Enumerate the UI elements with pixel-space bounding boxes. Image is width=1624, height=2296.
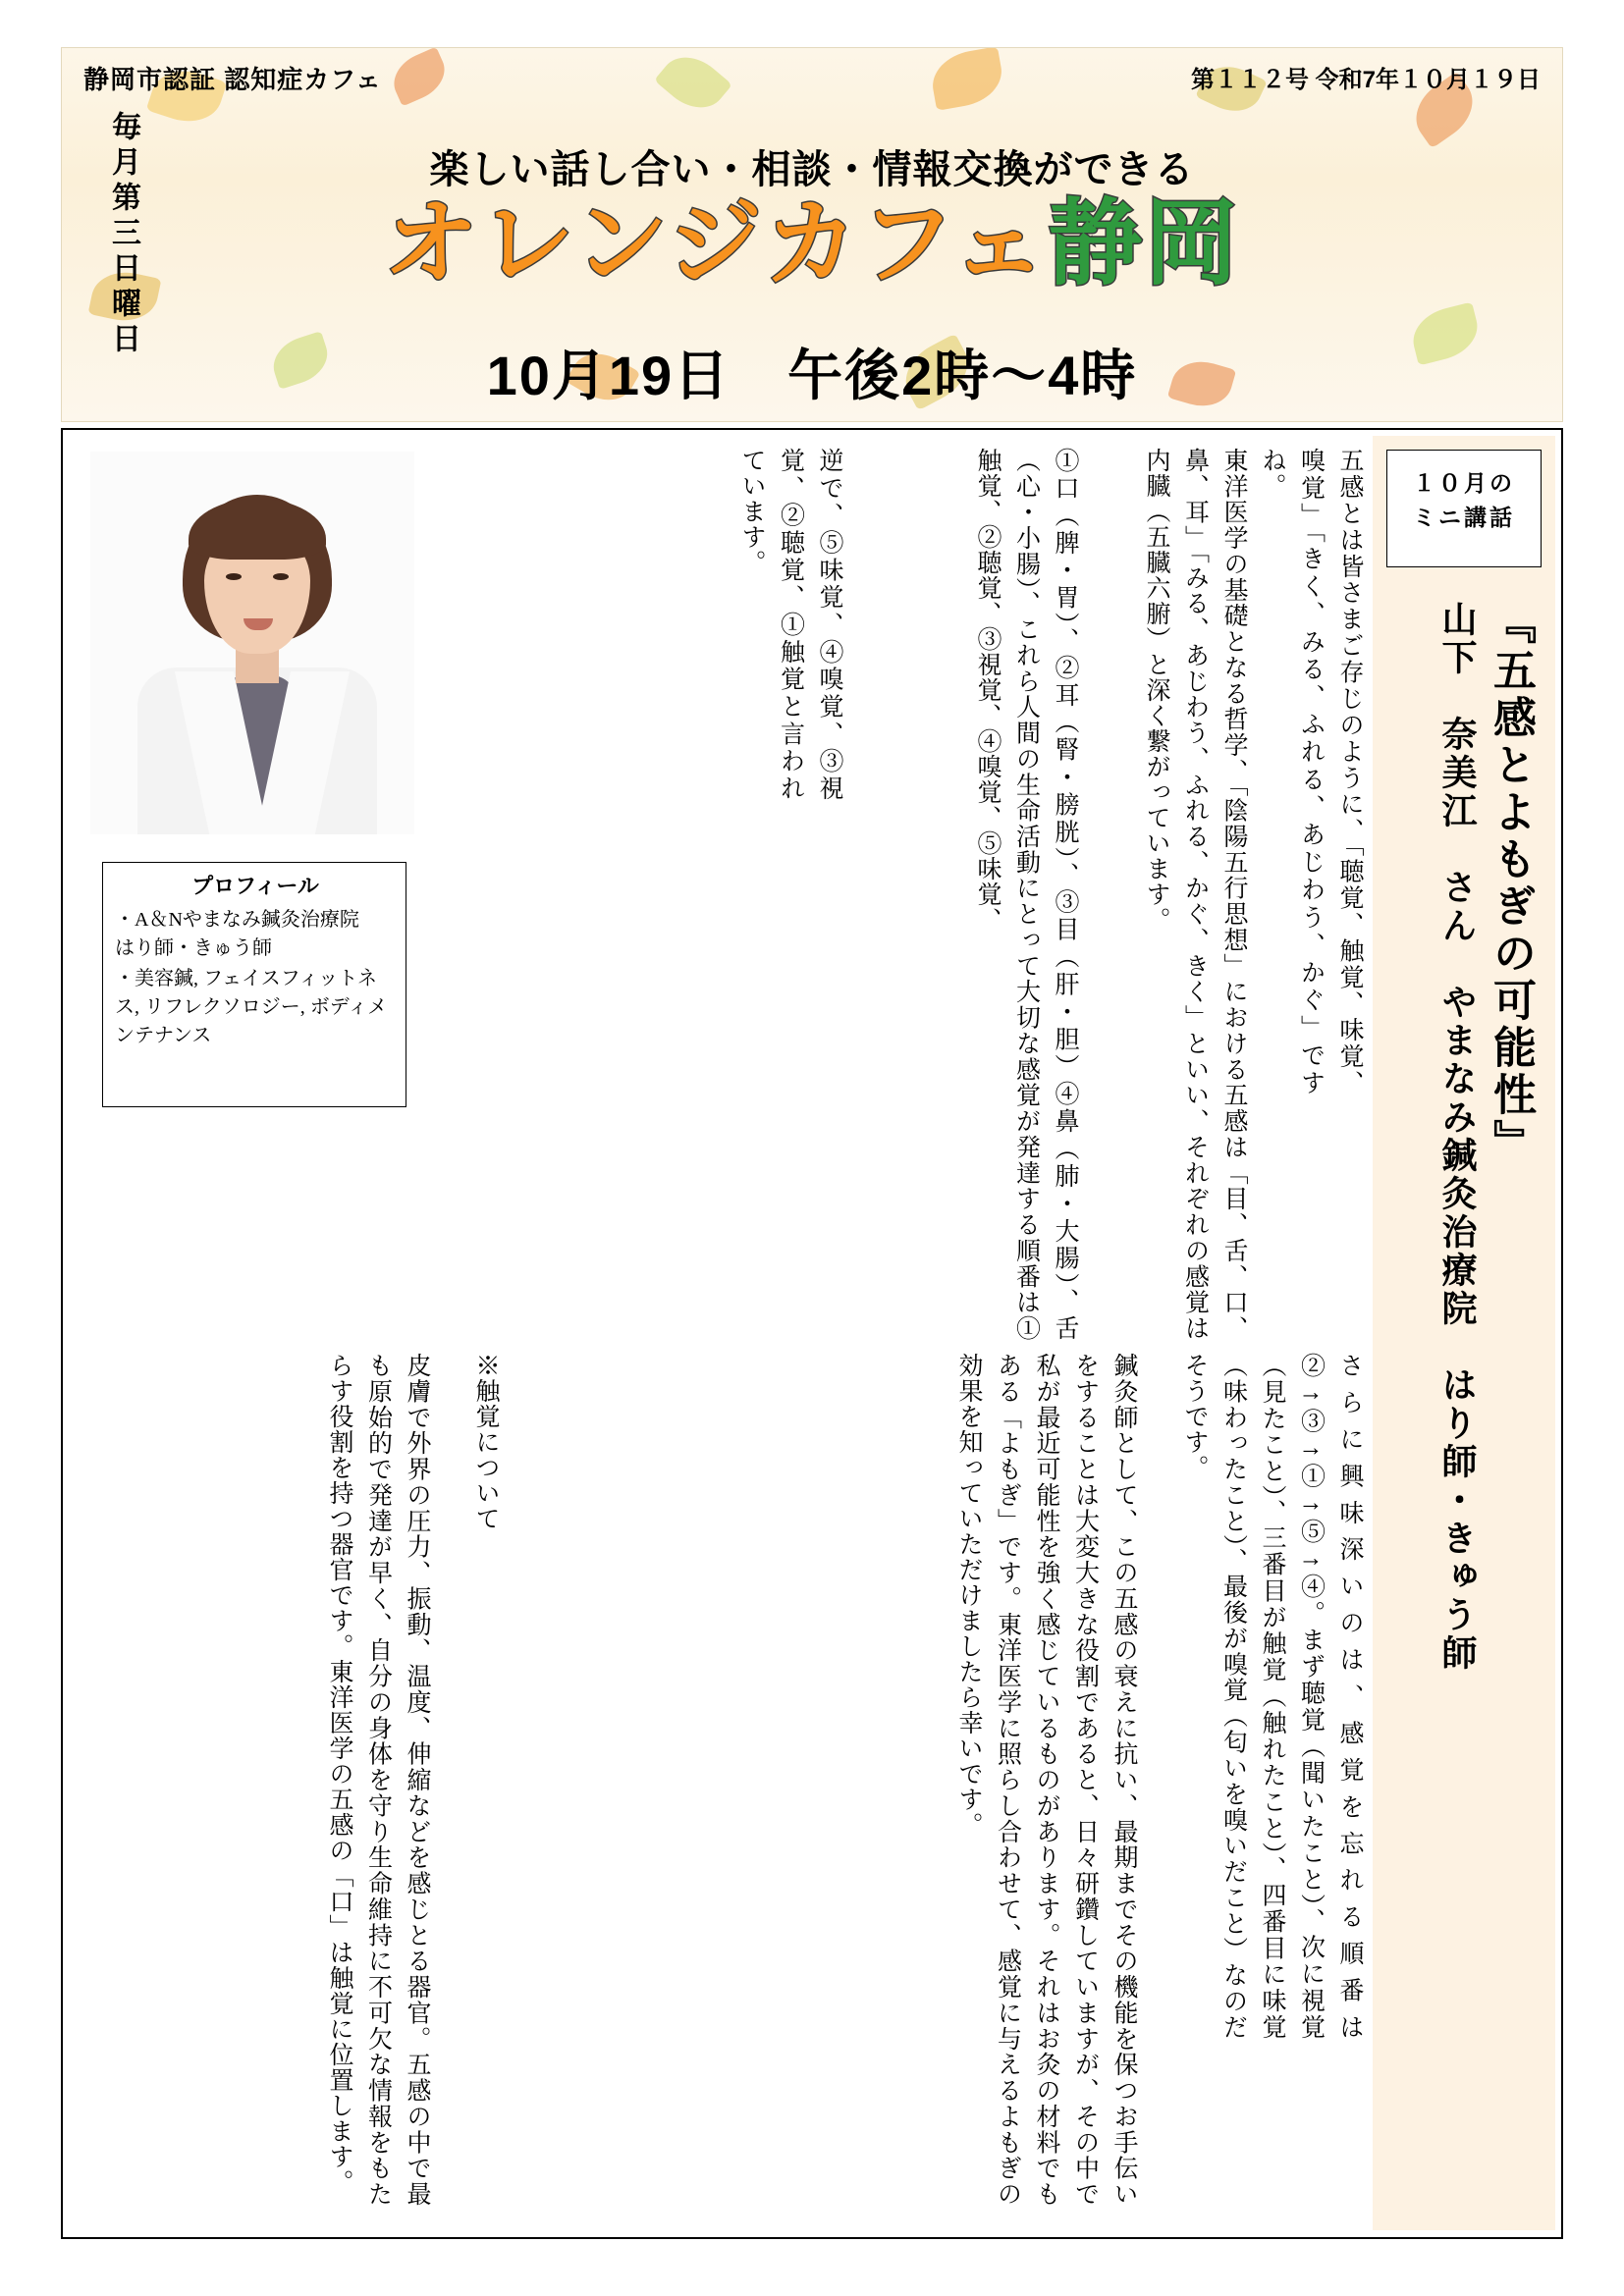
header-banner <box>61 47 1563 422</box>
article-column-4: 逆で、⑤味覚、④嗅覚、③視覚、②聴覚、①触覚と言われています。 <box>738 448 842 801</box>
content-frame <box>61 428 1563 2239</box>
photo-eye-left <box>226 573 242 580</box>
photo-eye-right <box>273 573 289 580</box>
mini-talk-label <box>1386 450 1542 567</box>
article-column-8: 皮膚で外界の圧力、振動、温度、伸縮などを感じとる器官。五感の中で最も原始的で発達が早く、自分の身体を守り生命維持に不可欠な情報をもたらす役割を持つ器官です。東洋医学の五感の「口」は触覚に位置します。 <box>326 1353 430 2207</box>
schedule-vertical-label: 毎月第三日曜日 <box>107 111 139 358</box>
profile-line-1: ・A＆Nやまなみ鍼灸治療院 はり師・きゅう師 <box>115 908 379 959</box>
leaf-icon <box>654 47 732 121</box>
leaf-icon <box>928 47 1006 111</box>
profile-line-2: ・美容鍼, フェイスフィットネス, リフレクソロジー, ボディメンテナンス <box>115 967 388 1046</box>
talk-title: 『五感とよもぎの可能性』 <box>1487 601 1535 1166</box>
article-column-6: 鍼灸師として、この五感の衰えに抗い、最期までその機能を保つお手伝いをすることは大変大きな役割であると、日々研鑽していますが、その中で私が最近可能性を強く感じているものがあります。それはお灸の材料でもある「よもぎ」です。東洋医学に照らし合わせて、感覚に与えるよもぎの効果を知っていただけましたら幸いです。 <box>955 1353 1137 2207</box>
page-title <box>62 191 1562 296</box>
leaf-icon <box>386 47 453 106</box>
title-orange-part: オレンジカフェ <box>383 191 1049 296</box>
article-column-3: ①口（脾・胃）、②耳（腎・膀胱）、③目（肝・胆）④鼻（肺・大腸）、舌（心・小腸）、これら人間の生命活動にとって大切な感覚が発達する順番は①触覚、②聴覚、③視覚、④嗅覚、⑤味覚、 <box>974 448 1078 1341</box>
article-column-7: ※触覚について <box>472 1353 499 1531</box>
article-column-2: 東洋医学の基礎となる哲学、「陰陽五行思想」における五感は「目、舌、口、鼻、耳」「みる、あじわう、ふれる、かぐ、きく」といい、それぞれの感覚は内臓（五臓六腑）と深く繋がっています。 <box>1143 448 1247 1341</box>
profile-title: プロフィール <box>191 874 319 898</box>
speaker-name: 山下 奈美江 さん やまなみ鍼灸治療院 はり師・きゅう師 <box>1437 601 1478 1673</box>
article-upper <box>456 448 1369 1351</box>
profile-box <box>102 862 406 1107</box>
mini-talk-label-line2: ミニ講話 <box>1413 504 1515 530</box>
article-column-5: さらに興味深いのは、感覚を忘れる順番は②→③→①→⑤→④。まず聴覚（聞いたこと）、次に視覚（見たこと）、三番目が触覚（触れたこと）、四番目に味覚（味わったこと）、最後が嗅覚（匂いを嗅いだこと）なのだそうです。 <box>1181 1353 1363 2040</box>
article-lower <box>81 1353 1369 2216</box>
article-column-1: 五感とは皆さまご存じのように、「聴覚、触覚、味覚、嗅覚」「きく、みる、ふれる、あじわう、かぐ」ですね。 <box>1259 448 1363 1095</box>
certification-label: 静岡市認証 認知症カフェ <box>83 65 382 94</box>
mini-talk-label-line1: １０月の <box>1413 470 1515 496</box>
issue-number: 第１１２号 令和7年１０月１９日 <box>1190 67 1541 93</box>
speaker-photo <box>90 452 414 834</box>
event-datetime: 10月19日 午後2時～4時 <box>486 345 1138 406</box>
title-green-part: 静岡 <box>1048 191 1241 296</box>
speaker-panel <box>1373 436 1555 2230</box>
tagline: 楽しい話し合い・相談・情報交換ができる <box>429 148 1195 191</box>
